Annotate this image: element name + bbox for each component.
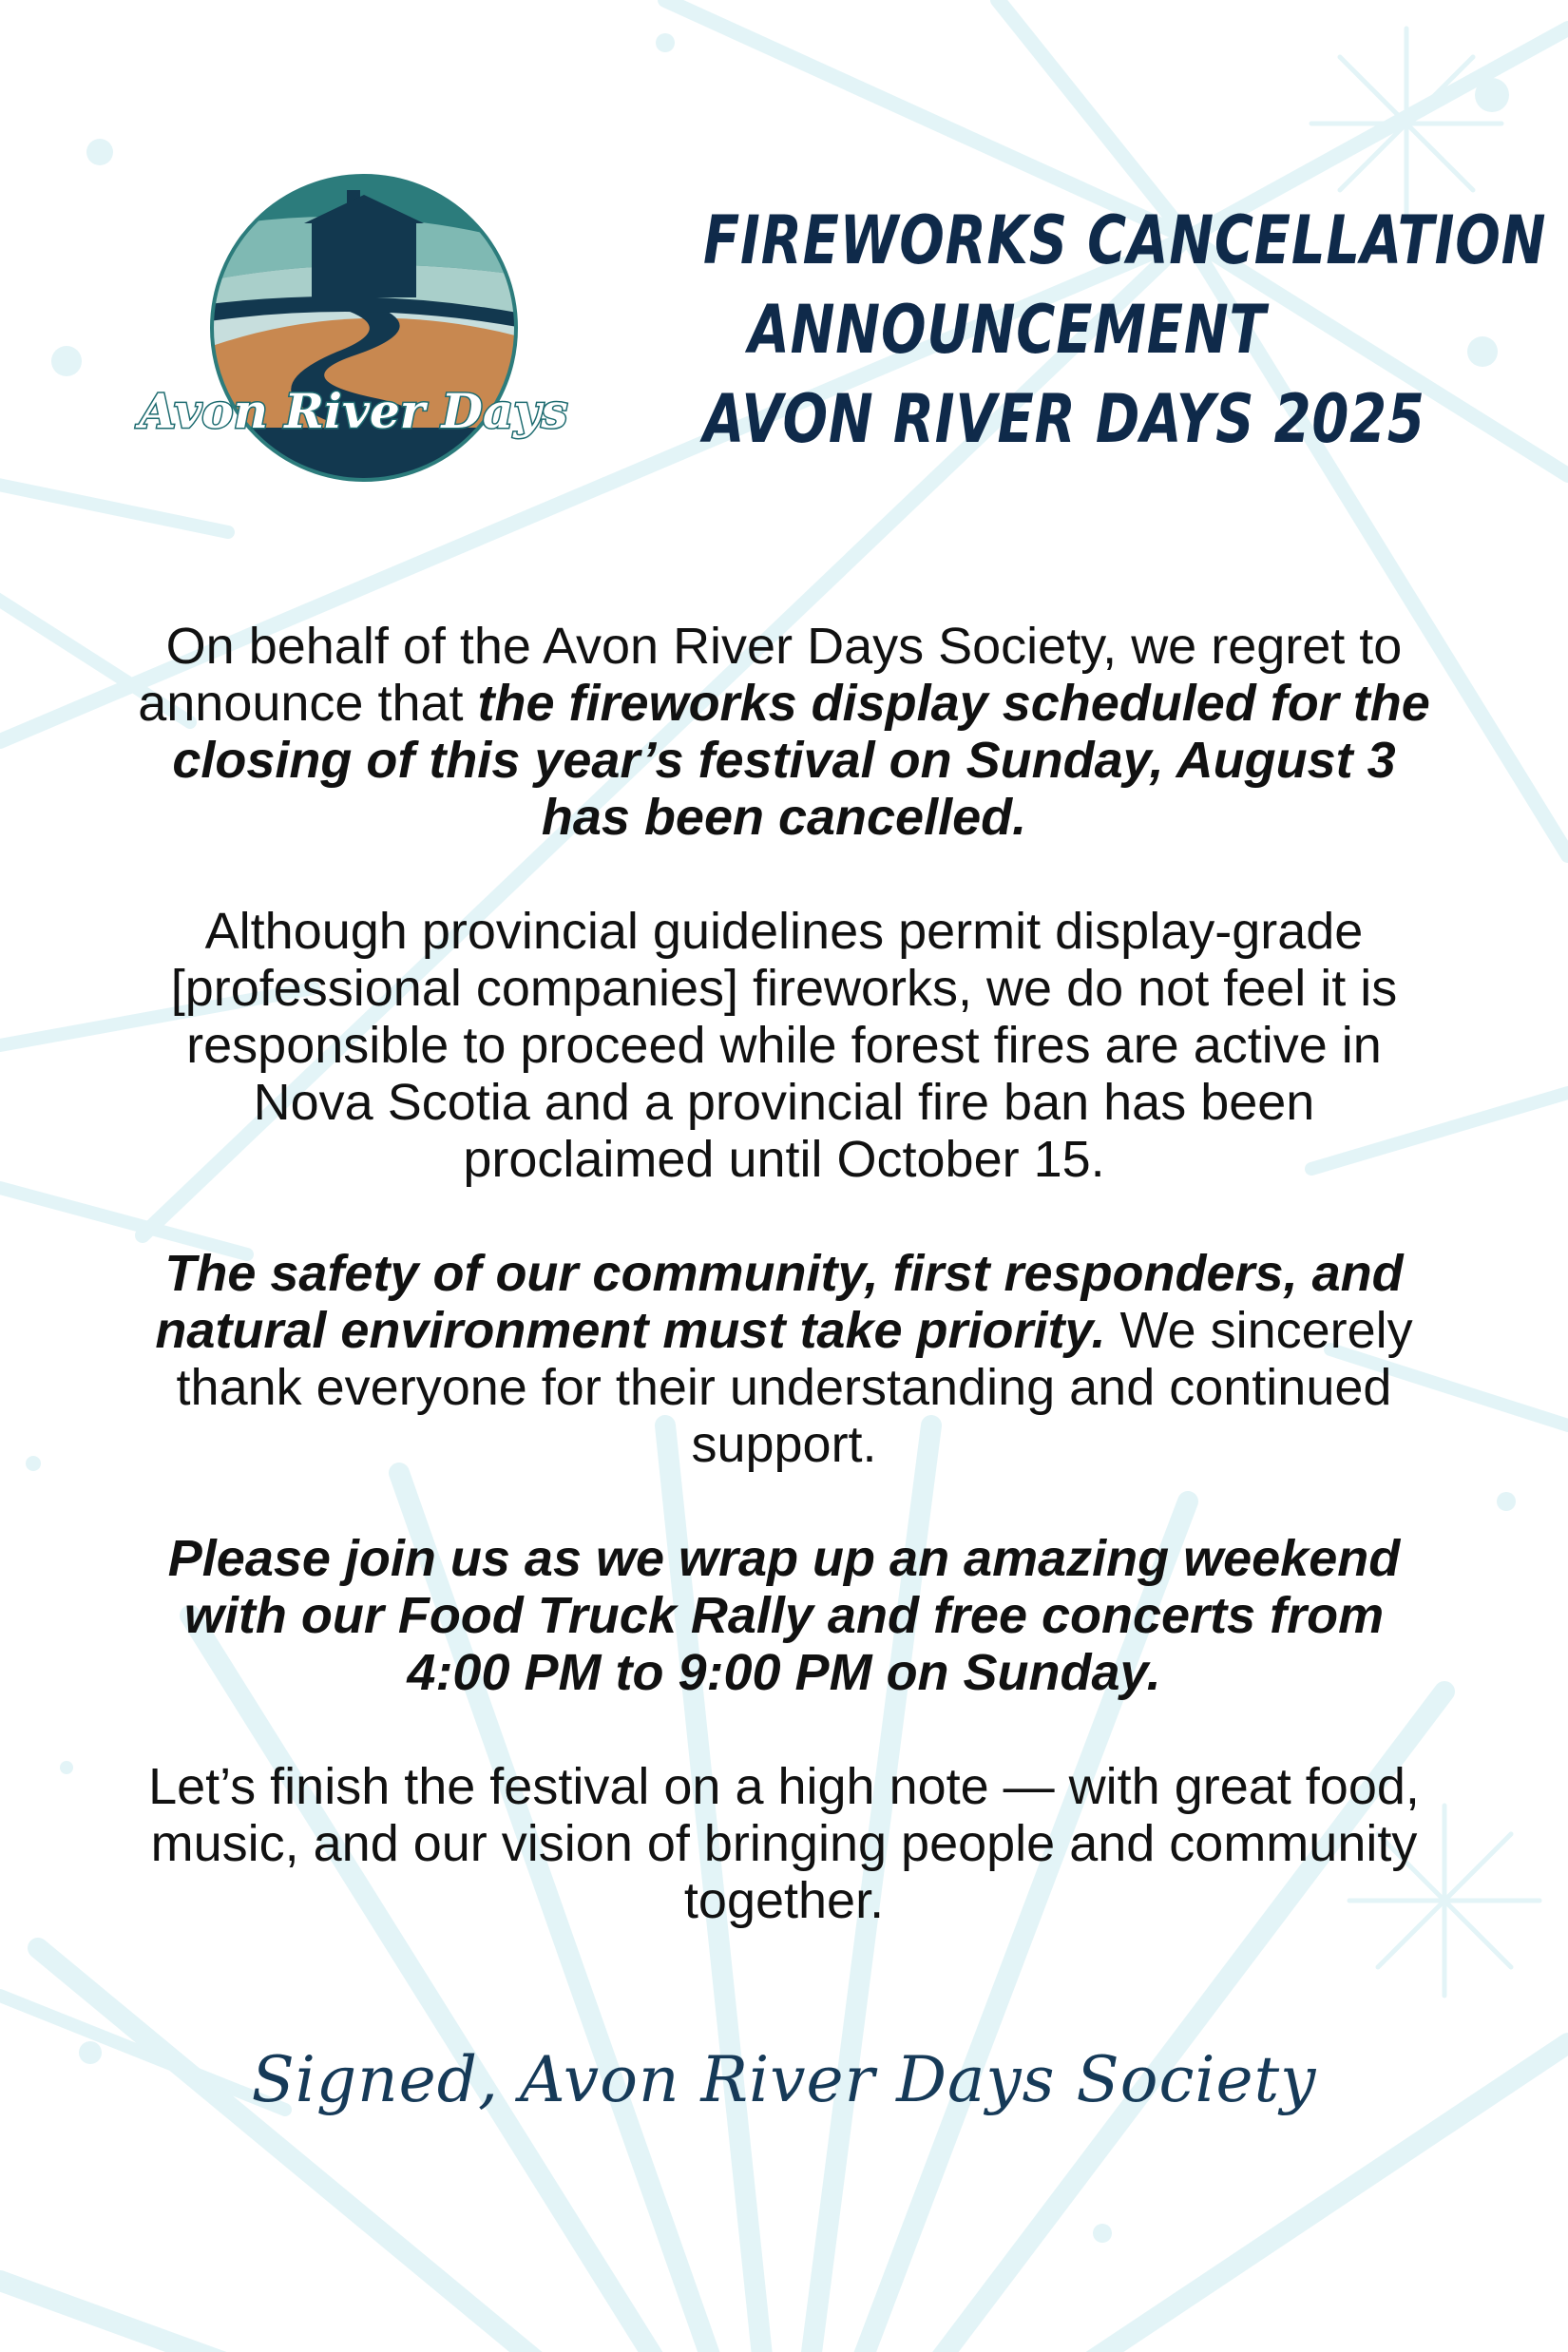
cancellation-intro: On behalf of the Avon River Days Society, we regret to announce that (138, 618, 1403, 732)
announcement-headline (627, 196, 1547, 464)
paragraph-safety (133, 1245, 1435, 1473)
safety-thanks: We sincerely thank everyone for their understanding and continued support. (176, 1302, 1413, 1473)
avon-river-days-logo (133, 171, 570, 485)
paragraph-closing: Let’s finish the festival on a high note — with great food, music, and our vision of bringing people and community together. (148, 1758, 1420, 1929)
headline-line-1: FIREWORKS CANCELLATION (703, 201, 1547, 279)
paragraph-reason: Although provincial guidelines permit display-grade [professional companies] fireworks, we do not feel it is responsible to proceed while forest fires are active in Nova Scotia and a provincial fire ban has been proclaimed until October 15. (170, 903, 1398, 1188)
announcement-body (133, 618, 1435, 1986)
logo-text: Avon River Days (139, 383, 568, 439)
headline-line-2: ANNOUNCEMENT (748, 291, 1267, 369)
paragraph-cancellation (133, 618, 1435, 846)
cancellation-emphasis: the fireworks display scheduled for the closing of this year’s festival on Sunday, August 3 has been cancelled. (172, 675, 1430, 846)
headline-line-3: AVON RIVER DAYS 2025 (703, 380, 1425, 458)
safety-emphasis: The safety of our community, first responders, and natural environment must take priority. (155, 1245, 1404, 1359)
paragraph-invitation (133, 1530, 1435, 1701)
signature: Signed, Avon River Days Society (251, 2043, 1317, 2116)
invitation-emphasis: Please join us as we wrap up an amazing weekend with our Food Truck Rally and free concerts from 4:00 PM to 9:00 PM on Sunday. (167, 1530, 1401, 1701)
